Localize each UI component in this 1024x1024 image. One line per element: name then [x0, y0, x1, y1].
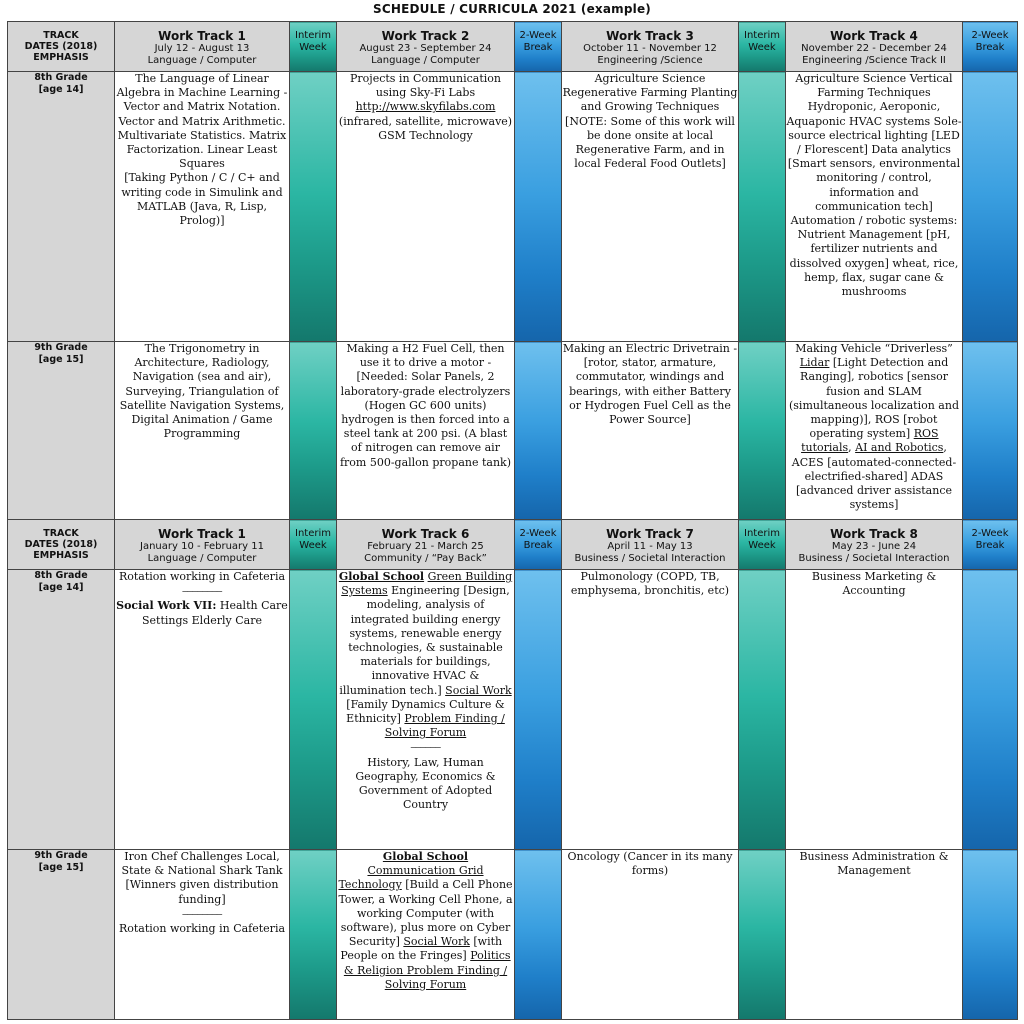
ros-tutorials-link[interactable]: ROS tutorials	[801, 427, 939, 455]
interim-week-bar	[739, 570, 786, 850]
interim-week-bar	[739, 72, 786, 342]
grade-label: 8th Grade [age 14]	[8, 570, 115, 850]
lidar-link[interactable]: Lidar	[799, 356, 830, 370]
break-bar	[515, 850, 562, 1020]
curriculum-cell: Global School Communication Grid Technology [Build a Cell Phone Tower, a Working Cell Phone, a working Computer (with software), plus more on Cyber Security] Social Work [with People on the Fringes] Politics & Religion Problem Finding / Solving Forum	[337, 850, 515, 1020]
break-bar	[963, 72, 1018, 342]
curriculum-cell: Rotation working in Cafeteria ———————— Social Work VII: Health Care Settings Elderly Care	[115, 570, 290, 850]
work-track-header: Work Track 6 February 21 - March 25 Community / “Pay Back”	[337, 520, 515, 570]
interim-week-header: Interim Week	[739, 520, 786, 570]
interim-week-bar	[290, 72, 337, 342]
curriculum-cell: Iron Chef Challenges Local, State & National Shark Tank [Winners given distribution funding] ———————— Rotation working in Cafeteria	[115, 850, 290, 1020]
curriculum-cell: The Language of Linear Algebra in Machine Learning - Vector and Matrix Notation. Vector and Matrix Arithmetic. Multivariate Statistics. Matrix Factorization. Linear Least Squares [Taking Python / C / C+ and writing code in Simulink and MATLAB (Java, R, Lisp, Prolog)]	[115, 72, 290, 342]
interim-week-header: Interim Week	[290, 520, 337, 570]
curriculum-cell: Business Administration & Management	[786, 850, 963, 1020]
interim-week-bar	[290, 342, 337, 520]
work-track-header: Work Track 2 August 23 - September 24 Language / Computer	[337, 22, 515, 72]
curriculum-cell: Global School Green Building Systems Engineering [Design, modeling, analysis of integrated building energy systems, renewable energy technologies, & sustainable materials for buildings, innovative HVAC & illumination tech.] Social Work [Family Dynamics Culture & Ethnicity] Problem Finding / Solving Forum —————— History, Law, Human Geography, Economics & Government of Adopted Country	[337, 570, 515, 850]
grade-label: 8th Grade [age 14]	[8, 72, 115, 342]
break-header: 2-Week Break	[515, 520, 562, 570]
break-header: 2-Week Break	[515, 22, 562, 72]
curriculum-cell: Business Marketing & Accounting	[786, 570, 963, 850]
curriculum-cell: Oncology (Cancer in its many forms)	[562, 850, 739, 1020]
curriculum-cell: Agriculture Science Vertical Farming Techniques Hydroponic, Aeroponic, Aquaponic HVAC systems Sole-source electrical lighting [LED / Florescent] Data analytics [Smart sensors, environmental monitoring / control, information and communication tech] Automation / robotic systems: Nutrient Management [pH, fertilizer nutrients and dissolved oxygen] wheat, rice, hemp, flax, sugar cane & mushrooms	[786, 72, 963, 342]
interim-week-bar	[739, 342, 786, 520]
top-row-8th-grade	[8, 72, 1018, 342]
curriculum-cell: Making Vehicle “Driverless” Lidar [Light Detection and Ranging], robotics [sensor fusion and SLAM (simultaneous localization and mapping)], ROS [robot operating system] ROS tutorials, AI and Robotics, ACES [automated-connected-electrified-shared] ADAS [advanced driver assistance systems]	[786, 342, 963, 520]
track-dates-emphasis-header: TRACK DATES (2018) EMPHASIS	[8, 22, 115, 72]
page-title: SCHEDULE / CURRICULA 2021 (example)	[372, 2, 651, 16]
work-track-header: Work Track 1 July 12 - August 13 Language / Computer	[115, 22, 290, 72]
work-track-header: Work Track 4 November 22 - December 24 Engineering /Science Track II	[786, 22, 963, 72]
top-row-9th-grade	[8, 342, 1018, 520]
interim-week-header: Interim Week	[290, 22, 337, 72]
curriculum-cell: The Trigonometry in Architecture, Radiology, Navigation (sea and air), Surveying, Triangulation of Satellite Navigation Systems, Digital Animation / Game Programming	[115, 342, 290, 520]
interim-week-bar	[290, 850, 337, 1020]
break-bar	[963, 342, 1018, 520]
ai-robotics-link[interactable]: AI and Robotics	[855, 441, 944, 455]
curriculum-cell: Making an Electric Drivetrain - [rotor, stator, armature, commutator, windings and bearings, with either Battery or Hydrogen Fuel Cell as the Power Source]	[562, 342, 739, 520]
break-header: 2-Week Break	[963, 520, 1018, 570]
break-bar	[515, 570, 562, 850]
interim-week-bar	[739, 850, 786, 1020]
break-bar	[515, 342, 562, 520]
work-track-header: Work Track 8 May 23 - June 24 Business / Societal Interaction	[786, 520, 963, 570]
curriculum-cell: Projects in Communication using Sky-Fi Labs http://www.skyfilabs.com (infrared, satellite, microwave) GSM Technology	[337, 72, 515, 342]
skyfilabs-link[interactable]: http://www.skyfilabs.com	[355, 100, 496, 114]
bottom-row-8th-grade	[8, 570, 1018, 850]
break-header: 2-Week Break	[963, 22, 1018, 72]
curriculum-cell: Agriculture Science Regenerative Farming Planting and Growing Techniques [NOTE: Some of this work will be done onsite at local Regenerative Farm, and in local Federal Food Outlets]	[562, 72, 739, 342]
grade-label: 9th Grade [age 15]	[8, 850, 115, 1020]
bottom-row-9th-grade	[8, 850, 1018, 1020]
curriculum-cell: Making a H2 Fuel Cell, then use it to drive a motor - [Needed: Solar Panels, 2 laboratory-grade electrolyzers (Hogen GC 600 units) hydrogen is then forced into a steel tank at 200 psi. (A blast of nitrogen can remove air from 500-gallon propane tank)	[337, 342, 515, 520]
track-dates-emphasis-header: TRACK DATES (2018) EMPHASIS	[8, 520, 115, 570]
break-bar	[963, 570, 1018, 850]
work-track-header: Work Track 7 April 11 - May 13 Business / Societal Interaction	[562, 520, 739, 570]
break-bar	[963, 850, 1018, 1020]
bottom-header-row	[8, 520, 1018, 570]
top-header-row	[8, 22, 1018, 72]
schedule-table	[7, 21, 1018, 1020]
work-track-header: Work Track 1 January 10 - February 11 Language / Computer	[115, 520, 290, 570]
curriculum-cell: Pulmonology (COPD, TB, emphysema, bronchitis, etc)	[562, 570, 739, 850]
interim-week-header: Interim Week	[739, 22, 786, 72]
interim-week-bar	[290, 570, 337, 850]
break-bar	[515, 72, 562, 342]
grade-label: 9th Grade [age 15]	[8, 342, 115, 520]
work-track-header: Work Track 3 October 11 - November 12 Engineering /Science	[562, 22, 739, 72]
